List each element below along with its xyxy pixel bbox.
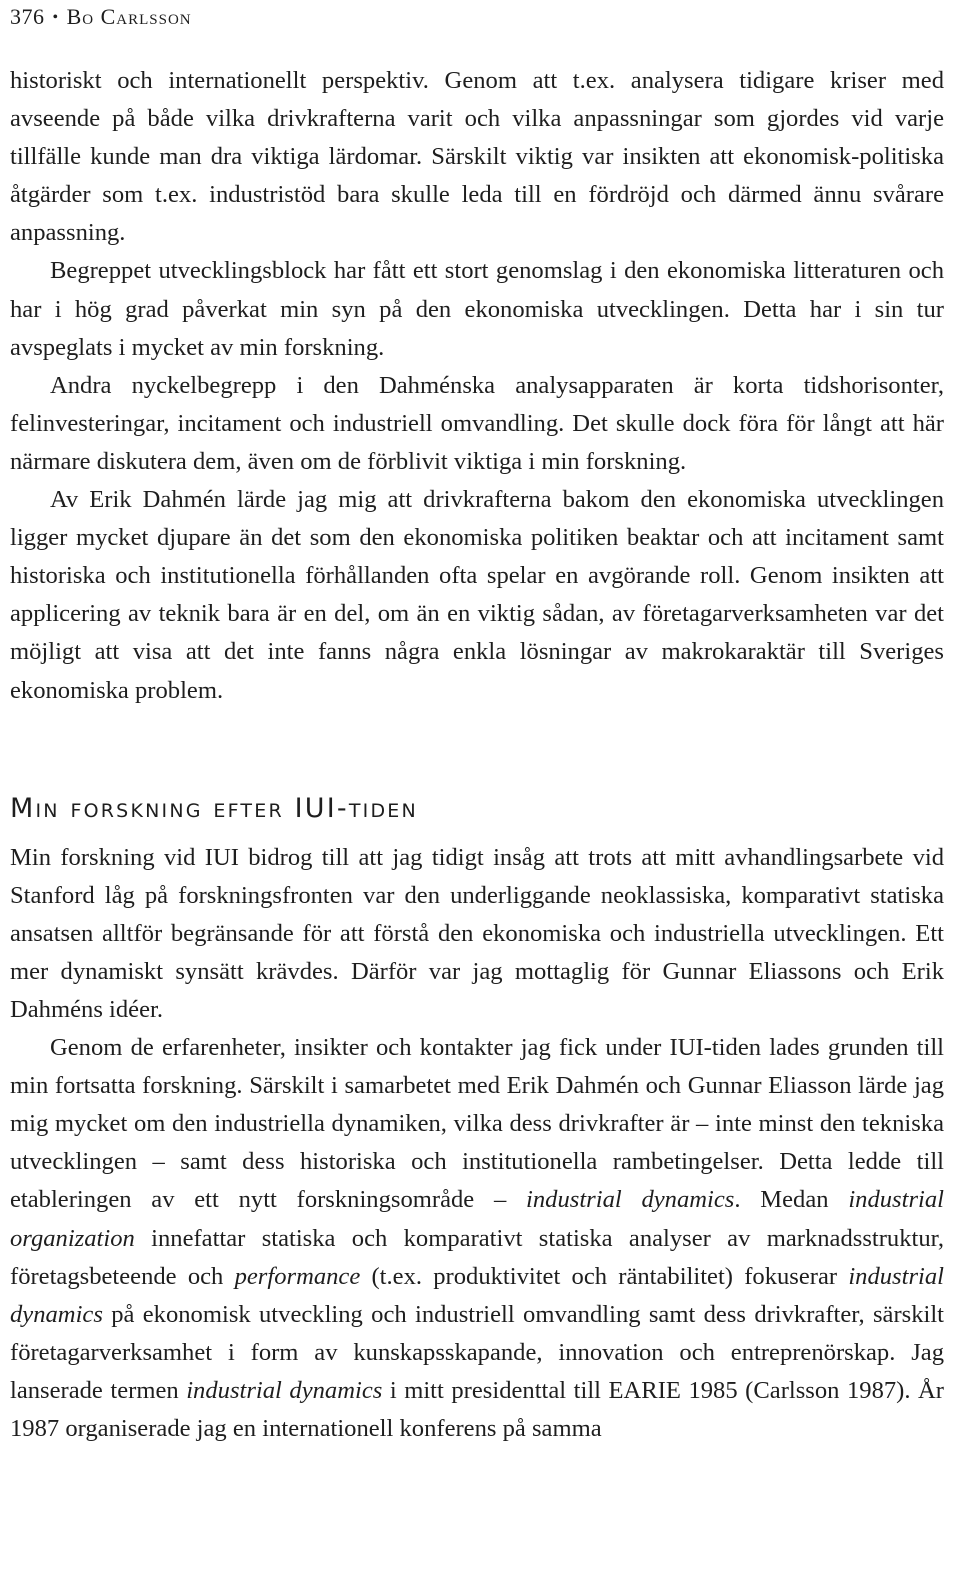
text-run: i mitt presidenttal till EARIE 1985 (Carlsson 1987). År 1987 organiserade jag en internationell konferens på samma: [10, 1376, 944, 1442]
text-run: . Medan: [734, 1186, 849, 1214]
text-run: Genom de erfarenheter, insikter och kontakter jag fick under IUI-tiden lades grunden till min fortsatta forskning. Särskilt i samarbetet med Erik Dahmén och Gunnar Eliasson lärde jag mig mycket om den industriella dynamiken, vilka dess drivkrafter är – inte minst den tekniska utvecklingen – samt dess historiska och institutionella rambetingelser. Detta ledde till etableringen av ett nytt forskningsområde –: [10, 1034, 944, 1214]
running-head: [10, 4, 192, 31]
paragraph-section-intro: Min forskning vid IUI bidrog till att jag tidigt insåg att trots att mitt avhandlingsarbete vid Stanford låg på forskningsfronten var den underliggande neoklassiska, komparativt statiska ansatsen alltför begränsande för att förstå den ekonomiska och industriella utvecklingen. Ett mer dynamiskt synsätt krävdes. Därför var jag mottaglig för Gunnar Eliassons och Erik Dahméns idéer.: [10, 843, 944, 1023]
page-number: 376: [10, 4, 45, 29]
paragraph-continuation: historiskt och internationellt perspektiv. Genom att t.ex. analysera tidigare kriser med avseende på både vilka drivkrafterna varit och vilka anpassningar som gjordes vid varje tillfälle kunde man dra viktiga lärdomar. Särskilt viktig var insikten att ekonomisk-politiska åtgärder som t.ex. industristöd bara skulle leda till en fördröjd och därmed ännu svårare anpassning.: [10, 67, 944, 247]
paragraph-erik-dahmen: Av Erik Dahmén lärde jag mig att drivkrafterna bakom den ekonomiska utvecklingen ligger mycket djupare än det som den ekonomiska politiken beaktar och att incitament samt historiska och institutionella förhållanden ofta spelar en avgörande roll. Genom insikten att applicering av teknik bara är en del, om än en viktig sådan, av företagarverksamheten var det möjligt att visa att det inte fanns några enkla lösningar av makrokaraktär till Sveriges ekonomiska problem.: [10, 486, 944, 704]
running-head-author: Bo Carlsson: [66, 4, 192, 29]
italic-term: performance: [234, 1262, 361, 1290]
italic-term: industrial dynamics: [526, 1186, 735, 1214]
paragraph-industrial-dynamics: [10, 1029, 944, 1448]
paragraph-nyckelbegrepp: Andra nyckelbegrepp i den Dahménska analysapparaten är korta tidshorisonter, felinvesteringar, incitament och industriell omvandling. Det skulle dock föra för långt att här närmare diskutera dem, även om de förblivit viktiga i min forskning.: [10, 371, 944, 475]
text-run: (t.ex. produktivitet och räntabilitet) fokuserar: [360, 1262, 849, 1290]
bullet-separator: •: [52, 9, 59, 26]
italic-term: industrial dynamics: [10, 1262, 944, 1328]
section-heading: Min forskning efter IUI-tiden: [10, 792, 418, 824]
text-run: innefattar statiska och komparativt statiska analyser av marknadsstruktur, företagsbeteende och: [10, 1224, 944, 1290]
italic-term: industrial dynamics: [186, 1376, 383, 1404]
italic-term: industrial organization: [10, 1186, 944, 1252]
text-run: på ekonomisk utveckling och industriell omvandling samt dess drivkrafter, särskilt företagarverksamhet i form av kunskapsskapande, innovation och entreprenörskap. Jag lanserade termen: [10, 1300, 944, 1404]
paragraph-utvecklingsblock: Begreppet utvecklingsblock har fått ett stort genomslag i den ekonomiska litteraturen och har i hög grad påverkat min syn på den ekonomiska utvecklingen. Detta har i sin tur avspeglats i mycket av min forskning.: [10, 257, 944, 361]
body-text: [10, 62, 944, 1448]
